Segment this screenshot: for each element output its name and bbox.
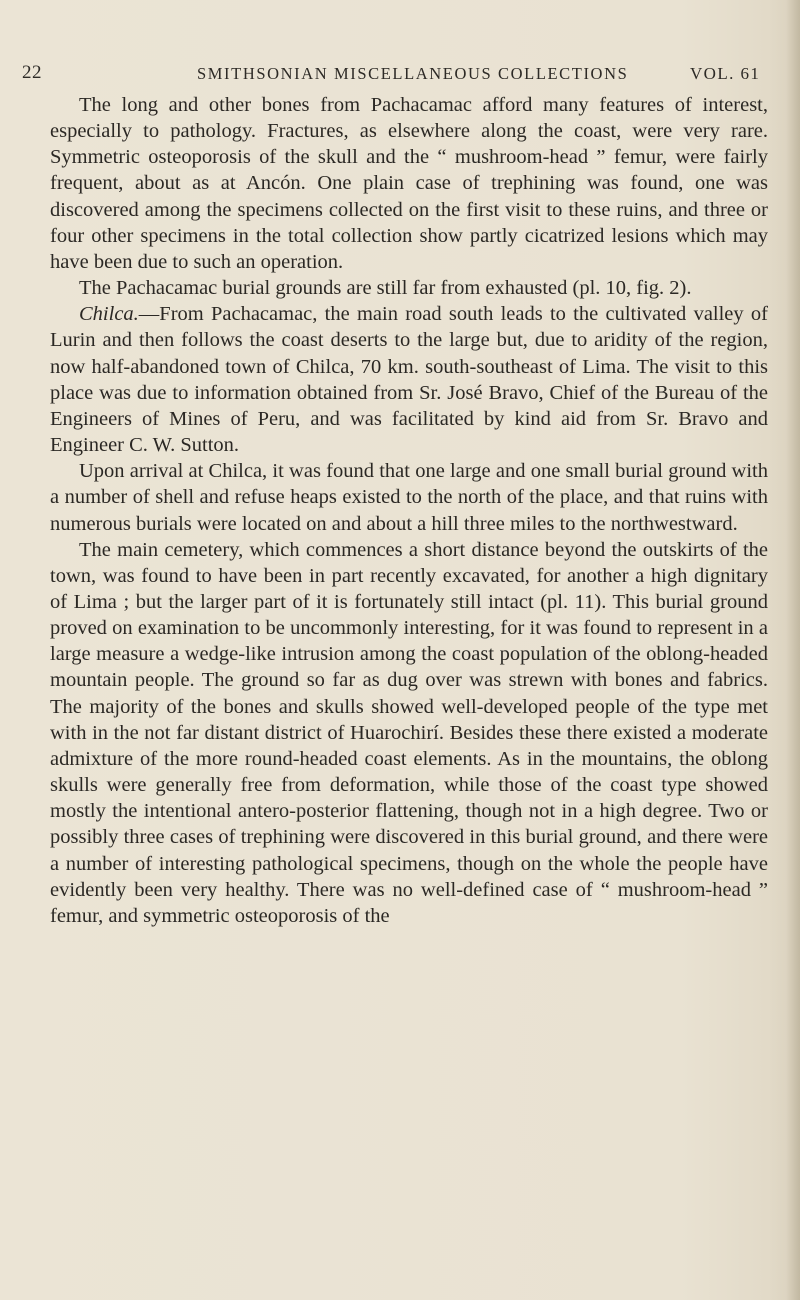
volume-label: VOL. 61 <box>690 64 761 83</box>
paragraph-text: The main cemetery, which commences a short distance beyond the outskirts of the town, was found to have been in part recently excavated, for another a high dignitary of Lima ; but the larger part of it is fortunately still intact (pl. 11). This burial ground proved on examination to be uncommonly interesting, for it was found to represent in a large measure a wedge-like intrusion among the coast population of the oblong-headed mountain people. The ground so far as dug over was strewn with bones and fabrics. The majority of the bones and skulls showed well-developed people of the type met with in the not far distant district of Huarochirí. Besides these there existed a moderate admixture of the more round-headed coast elements. As in the mountains, the oblong skulls were generally free from deformation, while those of the coast type showed mostly the intentional antero-posterior flattening, though not in a high degree. Two or possibly three cases of trephining were discovered in this burial ground, and there were a number of interesting pathological specimens, though on the whole the people have evidently been very healthy. There was no well-defined case of “ mushroom-head ” femur, and symmetric osteoporosis of the <box>50 538 768 927</box>
running-title: SMITHSONIAN MISCELLANEOUS COLLECTIONS <box>197 64 629 83</box>
paragraph-text: —From Pachacamac, the main road south leads to the cultivated valley of Lurin and then follows the coast deserts to the large but, due to aridity of the region, now half-abandoned town of Chilca, 70 km. south-southeast of Lima. The visit to this place was due to information obtained from Sr. José Bravo, Chief of the Bureau of the Engineers of Mines of Peru, and was facilitated by kind aid from Sr. Bravo and Engineer C. W. Sutton. <box>50 303 768 457</box>
body-text <box>50 92 768 929</box>
section-heading-chilca: Chilca. <box>79 303 139 326</box>
paragraph-text: Upon arrival at Chilca, it was found that one large and one small burial ground with a number of shell and refuse heaps existed to the north of the place, and that ruins with numerous burials were located on and about a hill three miles to the northwestward. <box>50 460 768 535</box>
paragraph <box>50 92 768 275</box>
paragraph <box>50 301 768 458</box>
page-edge-shadow <box>786 0 800 1300</box>
paragraph <box>50 537 768 929</box>
running-header <box>0 62 800 92</box>
paragraph-text: The Pachacamac burial grounds are still far from exhausted (pl. 10, fig. 2). <box>79 277 692 300</box>
paragraph <box>50 458 768 536</box>
paragraph <box>50 275 768 301</box>
paragraph-text: The long and other bones from Pachacamac afford many features of interest, especially to pathology. Fractures, as elsewhere along the coast, were very rare. Symmetric osteoporosis of the skull and the “ mushroom-head ” femur, were fairly frequent, about as at Ancón. One plain case of trephining was found, one was discovered among the specimens collected on the first visit to these ruins, and three or four other specimens in the total collection show partly cicatrized lesions which may have been due to such an operation. <box>50 94 768 273</box>
page-number: 22 <box>22 62 42 83</box>
